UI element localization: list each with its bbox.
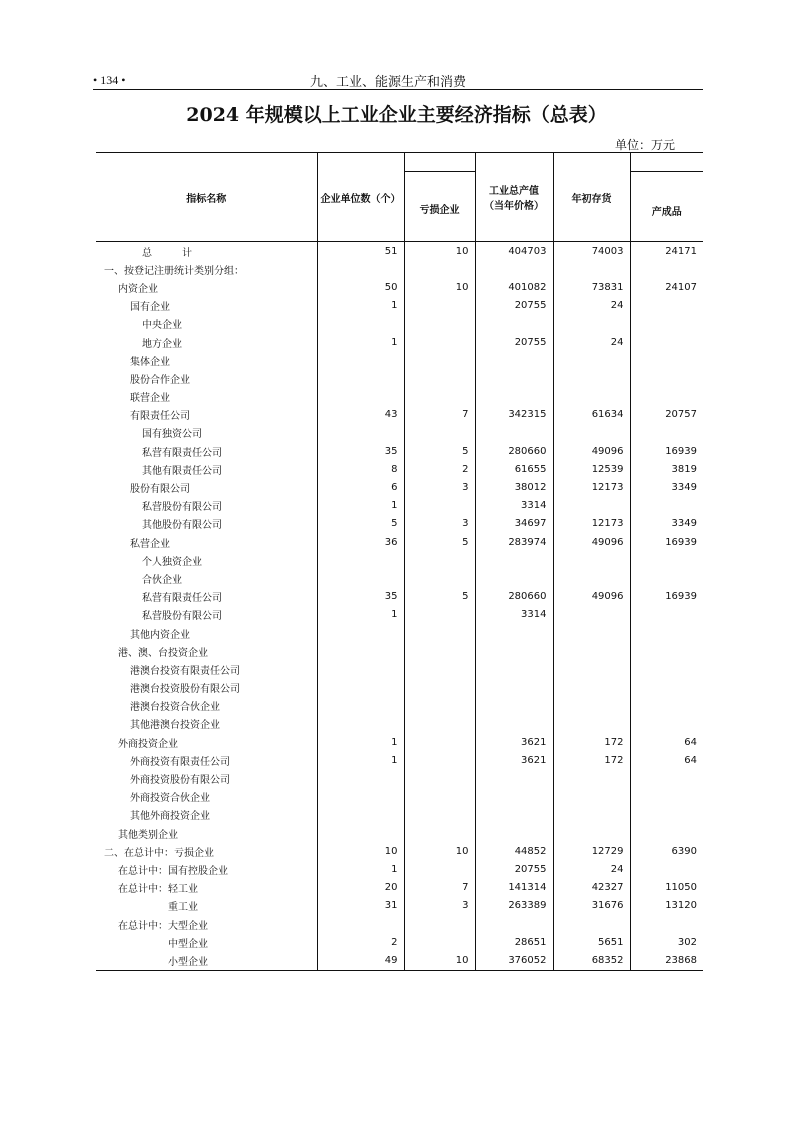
table-row [96, 333, 703, 351]
table-cell [317, 715, 404, 733]
table-cell [317, 788, 404, 806]
table-cell [404, 497, 475, 515]
row-label: 其他类别企业 [118, 829, 178, 841]
table-cell [404, 915, 475, 933]
table-cell [630, 806, 703, 824]
row-label: 国有企业 [130, 302, 170, 314]
row-label: 中央企业 [142, 320, 182, 332]
table-cell [317, 806, 404, 824]
table-row [96, 879, 703, 897]
col-header-inventory [553, 153, 630, 242]
table-cell [553, 260, 630, 278]
table-cell: 3314 [475, 606, 553, 624]
table-cell: 1 [317, 751, 404, 769]
table-row [96, 278, 703, 296]
table-cell [317, 569, 404, 587]
table-cell [404, 333, 475, 351]
table-cell: 31 [317, 897, 404, 915]
table-cell [404, 933, 475, 951]
row-label: 二、在总计中：亏损企业 [104, 847, 214, 859]
table-cell: 10 [404, 951, 475, 970]
table-cell [475, 642, 553, 660]
table-cell: 5 [404, 533, 475, 551]
table-cell: 280660 [475, 588, 553, 606]
table-cell [317, 679, 404, 697]
row-label: 中型企业 [168, 938, 208, 950]
table-cell: 49096 [553, 533, 630, 551]
table-cell: 28651 [475, 933, 553, 951]
table-cell [404, 297, 475, 315]
table-cell [630, 551, 703, 569]
table-cell [630, 351, 703, 369]
table-cell: 38012 [475, 478, 553, 496]
table-cell: 3 [404, 897, 475, 915]
indicator-table [96, 152, 703, 971]
row-label: 港、澳、台投资企业 [118, 647, 208, 659]
table-cell [404, 424, 475, 442]
table-cell [630, 424, 703, 442]
table-cell [553, 624, 630, 642]
table-cell: 172 [553, 751, 630, 769]
table-cell [404, 860, 475, 878]
table-row [96, 679, 703, 697]
table-cell [553, 315, 630, 333]
table-cell [404, 642, 475, 660]
table-cell [475, 569, 553, 587]
table-row [96, 260, 703, 278]
table-row [96, 424, 703, 442]
table-cell [553, 697, 630, 715]
table-cell [317, 551, 404, 569]
table-cell: 404703 [475, 242, 553, 261]
row-label: 总 计 [142, 247, 192, 259]
row-label: 在总计中：大型企业 [118, 920, 208, 932]
page-number: • 134 • [93, 73, 126, 87]
table-cell: 141314 [475, 879, 553, 897]
table-cell [317, 660, 404, 678]
table-cell [553, 551, 630, 569]
table-cell: 12173 [553, 515, 630, 533]
table-cell [630, 824, 703, 842]
table-cell [630, 388, 703, 406]
table-cell [317, 769, 404, 787]
row-label: 港澳台投资有限责任公司 [130, 665, 240, 677]
table-row [96, 751, 703, 769]
table-cell: 302 [630, 933, 703, 951]
table-cell: 16939 [630, 442, 703, 460]
table-row [96, 533, 703, 551]
table-cell [317, 624, 404, 642]
table-cell: 1 [317, 860, 404, 878]
table-row [96, 951, 703, 970]
col-header-label: 年初存货 [571, 193, 612, 205]
table-cell [553, 715, 630, 733]
table-cell: 1 [317, 606, 404, 624]
table-row [96, 806, 703, 824]
table-cell: 280660 [475, 442, 553, 460]
table-cell: 20757 [630, 406, 703, 424]
table-row [96, 933, 703, 951]
table-cell: 64 [630, 751, 703, 769]
table-cell [475, 315, 553, 333]
table-cell [404, 824, 475, 842]
table-cell [317, 369, 404, 387]
table-row [96, 842, 703, 860]
table-cell: 12729 [553, 842, 630, 860]
table-cell [630, 606, 703, 624]
table-cell: 49096 [553, 442, 630, 460]
row-label: 国有独资公司 [142, 429, 202, 441]
table-row [96, 715, 703, 733]
table-cell [630, 297, 703, 315]
table-row [96, 515, 703, 533]
table-cell: 10 [404, 278, 475, 296]
row-label: 其他股份有限公司 [142, 520, 222, 532]
table-cell [404, 260, 475, 278]
row-label: 其他有限责任公司 [142, 465, 222, 477]
table-cell [630, 679, 703, 697]
table-cell: 3621 [475, 751, 553, 769]
table-cell: 20755 [475, 297, 553, 315]
table-cell: 64 [630, 733, 703, 751]
table-cell: 3349 [630, 515, 703, 533]
table-cell: 376052 [475, 951, 553, 970]
row-label: 其他内资企业 [130, 629, 190, 641]
table-cell [553, 788, 630, 806]
table-row [96, 551, 703, 569]
table-cell: 16939 [630, 533, 703, 551]
table-cell [475, 824, 553, 842]
row-label: 一、按登记注册统计类别分组： [104, 265, 244, 277]
table-cell: 24107 [630, 278, 703, 296]
table-cell: 49096 [553, 588, 630, 606]
table-cell [475, 424, 553, 442]
table-cell: 1 [317, 497, 404, 515]
table-row [96, 733, 703, 751]
row-label: 地方企业 [142, 338, 182, 350]
table-row [96, 606, 703, 624]
table-cell [630, 769, 703, 787]
table-cell: 11050 [630, 879, 703, 897]
table-cell [553, 424, 630, 442]
table-cell: 13120 [630, 897, 703, 915]
header-rule [93, 89, 703, 90]
table-cell: 7 [404, 406, 475, 424]
row-label: 外商投资有限责任公司 [130, 756, 230, 768]
row-label: 外商投资企业 [118, 738, 178, 750]
table-cell: 1 [317, 733, 404, 751]
table-cell [630, 624, 703, 642]
table-cell: 3819 [630, 460, 703, 478]
table-row [96, 442, 703, 460]
table-cell: 43 [317, 406, 404, 424]
row-label: 其他港澳台投资企业 [130, 720, 220, 732]
table-cell: 2 [404, 460, 475, 478]
col-header-label: 产成品 [651, 207, 682, 218]
table-cell [317, 697, 404, 715]
table-row [96, 388, 703, 406]
table-cell [553, 660, 630, 678]
table-cell [475, 660, 553, 678]
row-label: 联营企业 [130, 393, 170, 405]
table-cell [553, 351, 630, 369]
table-row [96, 369, 703, 387]
table-cell: 16939 [630, 588, 703, 606]
table-cell: 10 [317, 842, 404, 860]
table-row [96, 406, 703, 424]
table-cell: 1 [317, 333, 404, 351]
table-cell [404, 806, 475, 824]
table-cell: 5 [404, 442, 475, 460]
table-row [96, 860, 703, 878]
row-label: 小型企业 [96, 951, 317, 970]
table-cell [475, 806, 553, 824]
table-cell [404, 388, 475, 406]
col-header-label: 亏损企业 [419, 205, 460, 216]
table-cell [404, 715, 475, 733]
table-cell [475, 679, 553, 697]
table-cell [630, 315, 703, 333]
table-cell [630, 660, 703, 678]
table-cell [630, 369, 703, 387]
table-cell [553, 606, 630, 624]
row-label: 私营有限责任公司 [142, 447, 222, 459]
col-header-loss [404, 153, 475, 242]
col-header-units [317, 153, 404, 242]
table-cell [475, 260, 553, 278]
table-cell [404, 733, 475, 751]
table-cell: 172 [553, 733, 630, 751]
table-cell [404, 660, 475, 678]
table-cell [553, 388, 630, 406]
table-header-row [96, 153, 703, 242]
row-label: 在总计中：国有控股企业 [118, 865, 228, 877]
table-cell: 68352 [553, 951, 630, 970]
table-cell [475, 769, 553, 787]
row-label: 合伙企业 [142, 574, 182, 586]
table-cell: 5651 [553, 933, 630, 951]
table-cell [630, 915, 703, 933]
col-header-output [475, 153, 553, 242]
table-cell [553, 369, 630, 387]
row-label: 其他外商投资企业 [130, 811, 210, 823]
table-row [96, 824, 703, 842]
row-label: 港澳台投资合伙企业 [130, 702, 220, 714]
row-label: 集体企业 [130, 356, 170, 368]
col-header-label: 工业总产值 （当年价格） [484, 186, 544, 212]
table-cell [630, 715, 703, 733]
table-cell: 20 [317, 879, 404, 897]
table-cell [630, 569, 703, 587]
table-cell: 35 [317, 588, 404, 606]
table-cell: 5 [317, 515, 404, 533]
table-cell: 34697 [475, 515, 553, 533]
table-cell: 5 [404, 588, 475, 606]
table-cell [404, 351, 475, 369]
table-cell: 2 [317, 933, 404, 951]
row-label: 私营股份有限公司 [142, 502, 222, 514]
table-cell: 49 [317, 951, 404, 970]
table-cell [553, 769, 630, 787]
table-cell [553, 679, 630, 697]
table-cell [475, 551, 553, 569]
row-label: 内资企业 [118, 283, 158, 295]
table-row [96, 769, 703, 787]
table-cell: 61634 [553, 406, 630, 424]
table-cell [475, 624, 553, 642]
col-header-indicator [96, 153, 317, 242]
table-row [96, 697, 703, 715]
table-row [96, 297, 703, 315]
table-cell: 74003 [553, 242, 630, 261]
table-cell [404, 697, 475, 715]
table-cell: 12539 [553, 460, 630, 478]
table-cell: 73831 [553, 278, 630, 296]
table-cell [404, 769, 475, 787]
table-cell: 44852 [475, 842, 553, 860]
table-cell [475, 388, 553, 406]
table-cell: 24171 [630, 242, 703, 261]
table-cell [404, 788, 475, 806]
table-cell [404, 606, 475, 624]
table-cell: 12173 [553, 478, 630, 496]
table-cell [475, 369, 553, 387]
table-cell [404, 551, 475, 569]
table-cell [317, 915, 404, 933]
row-label: 在总计中：轻工业 [118, 884, 198, 896]
table-cell: 8 [317, 460, 404, 478]
row-label: 股份有限公司 [130, 484, 190, 496]
table-cell: 20755 [475, 860, 553, 878]
unit-label: 单位：万元 [614, 138, 675, 152]
table-cell: 6 [317, 478, 404, 496]
row-label: 外商投资合伙企业 [130, 793, 210, 805]
table-row [96, 478, 703, 496]
table-cell: 50 [317, 278, 404, 296]
table-cell [475, 915, 553, 933]
table-cell [630, 788, 703, 806]
table-cell: 6390 [630, 842, 703, 860]
col-header-finished [630, 153, 703, 242]
table-cell [553, 569, 630, 587]
table-cell [553, 497, 630, 515]
table-cell: 263389 [475, 897, 553, 915]
table-cell [475, 697, 553, 715]
table-cell [317, 388, 404, 406]
table-row [96, 242, 703, 261]
table-row [96, 497, 703, 515]
table-cell: 3 [404, 478, 475, 496]
table-row [96, 588, 703, 606]
table-cell [317, 642, 404, 660]
row-label: 港澳台投资股份有限公司 [130, 684, 240, 696]
table-row [96, 315, 703, 333]
table-cell [630, 642, 703, 660]
table-cell [404, 315, 475, 333]
table-cell: 23868 [630, 951, 703, 970]
row-label: 股份合作企业 [130, 374, 190, 386]
table-cell: 3621 [475, 733, 553, 751]
table-cell [317, 260, 404, 278]
table-cell [404, 369, 475, 387]
table-cell [630, 497, 703, 515]
table-row [96, 460, 703, 478]
table-row [96, 915, 703, 933]
row-label: 私营企业 [130, 538, 170, 550]
table-row [96, 351, 703, 369]
table-cell: 31676 [553, 897, 630, 915]
table-cell: 401082 [475, 278, 553, 296]
table-cell: 35 [317, 442, 404, 460]
table-cell: 36 [317, 533, 404, 551]
row-label: 个人独资企业 [142, 556, 202, 568]
table-cell [475, 788, 553, 806]
row-label: 外商投资股份有限公司 [130, 775, 230, 787]
table-cell: 3349 [630, 478, 703, 496]
table-row [96, 788, 703, 806]
table-cell [630, 697, 703, 715]
table-cell [404, 751, 475, 769]
table-cell [553, 915, 630, 933]
table-cell: 10 [404, 842, 475, 860]
table-row [96, 660, 703, 678]
table-cell [317, 351, 404, 369]
row-label: 私营股份有限公司 [142, 611, 222, 623]
table-cell [317, 424, 404, 442]
table-cell: 24 [553, 297, 630, 315]
table-cell: 24 [553, 333, 630, 351]
table-cell: 61655 [475, 460, 553, 478]
table-cell: 342315 [475, 406, 553, 424]
table-row [96, 569, 703, 587]
row-label: 私营有限责任公司 [142, 593, 222, 605]
table-cell [630, 333, 703, 351]
table-row [96, 897, 703, 915]
table-cell [317, 824, 404, 842]
page-title: 2024 年规模以上工业企业主要经济指标（总表） [186, 104, 607, 126]
table-cell [475, 351, 553, 369]
table-cell: 51 [317, 242, 404, 261]
table-cell [630, 860, 703, 878]
table-row [96, 624, 703, 642]
row-label: 重工业 [168, 902, 198, 914]
table-cell: 24 [553, 860, 630, 878]
table-cell [553, 806, 630, 824]
table-cell [317, 315, 404, 333]
col-header-label: 指标名称 [186, 193, 227, 205]
table-cell [404, 679, 475, 697]
table-row [96, 642, 703, 660]
table-cell: 3314 [475, 497, 553, 515]
table-cell: 42327 [553, 879, 630, 897]
table-cell: 3 [404, 515, 475, 533]
table-cell: 1 [317, 297, 404, 315]
table-cell: 10 [404, 242, 475, 261]
col-header-label: 企业单位数（个） [320, 193, 401, 205]
table-cell [630, 260, 703, 278]
table-cell [475, 715, 553, 733]
table-cell [553, 824, 630, 842]
row-label: 有限责任公司 [130, 411, 190, 423]
table-cell [553, 642, 630, 660]
table-cell: 283974 [475, 533, 553, 551]
section-header: 九、工业、能源生产和消费 [310, 75, 467, 90]
table-cell [404, 569, 475, 587]
table-cell: 20755 [475, 333, 553, 351]
table-cell [404, 624, 475, 642]
table-cell: 7 [404, 879, 475, 897]
